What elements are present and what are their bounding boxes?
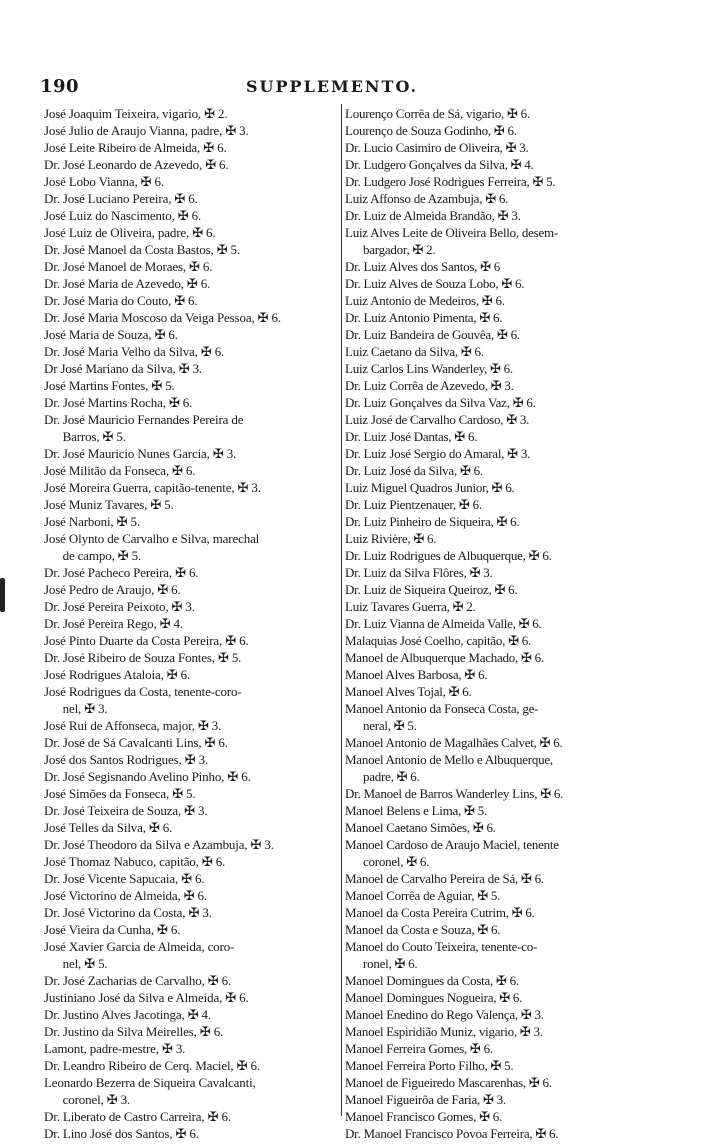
- register-entry: Dr. Luiz de Siqueira Queiroz, ✠ 6.: [345, 582, 518, 597]
- register-entry: Dr. José Manoel da Costa Bastos, ✠ 5.: [44, 242, 240, 257]
- register-entry: Dr. Luiz da Silva Flôres, ✠ 3.: [345, 565, 493, 580]
- register-entry: Luiz Carlos Lins Wanderley, ✠ 6.: [345, 361, 513, 376]
- register-entry: Manoel Enedino do Rego Valença, ✠ 3.: [345, 1007, 544, 1022]
- register-entry: Dr. Luiz José da Silva, ✠ 6.: [345, 463, 483, 478]
- register-entry: Dr. Luiz José Sergio do Amaral, ✠ 3.: [345, 446, 531, 461]
- register-entry: coronel, ✠ 3.: [44, 1092, 131, 1107]
- register-entry: Luiz Alves Leite de Oliveira Bello, desem-: [345, 225, 558, 240]
- register-entry: Dr. Luiz Pientzenauer, ✠ 6.: [345, 497, 482, 512]
- register-entry: Luiz José de Carvalho Cardoso, ✠ 3.: [345, 412, 530, 427]
- register-entry: José Vieira da Cunha, ✠ 6.: [44, 922, 181, 937]
- page-number: 190: [40, 76, 80, 97]
- register-entry: José Pinto Duarte da Costa Pereira, ✠ 6.: [44, 633, 249, 648]
- register-entry: Dr. José Luciano Pereira, ✠ 6.: [44, 191, 198, 206]
- register-entry: José Luiz do Nascimento, ✠ 6.: [44, 208, 202, 223]
- register-entry: Malaquias José Coelho, capitão, ✠ 6.: [345, 633, 532, 648]
- register-entry: padre, ✠ 6.: [345, 769, 420, 784]
- register-entry: Dr. Manoel Francisco Povoa Ferreira, ✠ 6.: [345, 1126, 559, 1141]
- left-column: [44, 105, 339, 1142]
- register-entry: Dr. José de Sá Cavalcanti Lins, ✠ 6.: [44, 735, 228, 750]
- register-entry: Dr. José Maria Moscoso da Veiga Pessoa, ✠ 6.: [44, 310, 281, 325]
- register-entry: José Rodrigues da Costa, tenente-coro-: [44, 684, 242, 699]
- register-entry: Manoel Ferreira Gomes, ✠ 6.: [345, 1041, 493, 1056]
- register-entry: Dr. Manoel de Barros Wanderley Lins, ✠ 6.: [345, 786, 564, 801]
- register-entry: Leonardo Bezerra de Siqueira Cavalcanti,: [44, 1075, 256, 1090]
- register-entry: neral, ✠ 5.: [345, 718, 417, 733]
- register-entry: Dr. Luiz Alves de Souza Lobo, ✠ 6.: [345, 276, 525, 291]
- register-entry: Dr. José Teixeira de Souza, ✠ 3.: [44, 803, 208, 818]
- register-entry: Dr. José Mauricio Nunes Garcia, ✠ 3.: [44, 446, 237, 461]
- register-entry: Dr. Luiz Antonio Pimenta, ✠ 6.: [345, 310, 503, 325]
- register-entry: Dr. Lucio Casimiro de Oliveira, ✠ 3.: [345, 140, 529, 155]
- register-entry: Luiz Antonio de Medeiros, ✠ 6.: [345, 293, 505, 308]
- register-entry: Dr. José Zacharias de Carvalho, ✠ 6.: [44, 973, 232, 988]
- register-entry: Dr. Ludgero José Rodrigues Ferreira, ✠ 5.: [345, 174, 556, 189]
- register-entry: Dr. Luiz Bandeira de Gouvêa, ✠ 6.: [345, 327, 520, 342]
- register-entry: Justiniano José da Silva e Almeida, ✠ 6.: [44, 990, 249, 1005]
- register-entry: José Rodrigues Ataloia, ✠ 6.: [44, 667, 191, 682]
- register-entry: Dr. Justino Alves Jacotinga, ✠ 4.: [44, 1007, 211, 1022]
- register-entry: Lamont, padre-mestre, ✠ 3.: [44, 1041, 186, 1056]
- register-entry: José Maria de Souza, ✠ 6.: [44, 327, 178, 342]
- register-entry: Manoel da Costa e Souza, ✠ 6.: [345, 922, 501, 937]
- register-entry: Luiz Tavares Guerra, ✠ 2.: [345, 599, 476, 614]
- register-entry: Luiz Rivière, ✠ 6.: [345, 531, 437, 546]
- register-entry: Dr. José Mauricio Fernandes Pereira de: [44, 412, 244, 427]
- register-entry: Dr. José Manoel de Moraes, ✠ 6.: [44, 259, 213, 274]
- register-entry: Manoel Antonio da Fonseca Costa, ge-: [345, 701, 539, 716]
- right-column: [345, 105, 635, 1142]
- register-entry: Manoel Francisco Gomes, ✠ 6.: [345, 1109, 502, 1124]
- register-entry: Dr. José Maria Velho da Silva, ✠ 6.: [44, 344, 225, 359]
- register-entry: José Narboni, ✠ 5.: [44, 514, 140, 529]
- register-entry: Manoel Domingues da Costa, ✠ 6.: [345, 973, 519, 988]
- register-entry: José Luiz de Oliveira, padre, ✠ 6.: [44, 225, 216, 240]
- register-entry: Dr. Liberato de Castro Carreira, ✠ 6.: [44, 1109, 231, 1124]
- register-entry: José Rui de Affonseca, major, ✠ 3.: [44, 718, 222, 733]
- page-header: [40, 76, 640, 100]
- register-entry: Manoel Alves Tojal, ✠ 6.: [345, 684, 472, 699]
- register-entry: Dr. Lino José dos Santos, ✠ 6.: [44, 1126, 199, 1141]
- register-entry: Lourenço de Souza Godinho, ✠ 6.: [345, 123, 517, 138]
- register-entry: Lourenço Corrêa de Sá, vigario, ✠ 6.: [345, 106, 530, 121]
- register-entry: José dos Santos Rodrigues, ✠ 3.: [44, 752, 209, 767]
- register-entry: Luiz Miguel Quadros Junior, ✠ 6.: [345, 480, 515, 495]
- register-entry: Dr. Luiz Corrêa de Azevedo, ✠ 3.: [345, 378, 514, 393]
- register-entry: Dr. José Theodoro da Silva e Azambuja, ✠ 3.: [44, 837, 274, 852]
- register-entry: José Pedro de Araujo, ✠ 6.: [44, 582, 181, 597]
- register-entry: nel, ✠ 5.: [44, 956, 108, 971]
- register-entry: José Militão da Fonseca, ✠ 6.: [44, 463, 196, 478]
- column-divider: [341, 104, 342, 1116]
- register-entry: Dr. Leandro Ribeiro de Cerq. Maciel, ✠ 6.: [44, 1058, 260, 1073]
- register-entry: José Lobo Vianna, ✠ 6.: [44, 174, 164, 189]
- register-entry: de campo, ✠ 5.: [44, 548, 142, 563]
- register-entry: Manoel Cardoso de Araujo Maciel, tenente: [345, 837, 559, 852]
- register-entry: Dr. Ludgero Gonçalves da Silva, ✠ 4.: [345, 157, 534, 172]
- binding-margin-mark: [0, 578, 5, 612]
- register-entry: Dr. Luiz Rodrigues de Albuquerque, ✠ 6.: [345, 548, 552, 563]
- register-entry: José Muniz Tavares, ✠ 5.: [44, 497, 174, 512]
- register-entry: Dr. José Vicente Sapucaia, ✠ 6.: [44, 871, 205, 886]
- register-entry: Dr. José Maria de Azevedo, ✠ 6.: [44, 276, 211, 291]
- register-entry: José Xavier Garcia de Almeida, coro-: [44, 939, 235, 954]
- register-entry: José Joaquim Teixeira, vigario, ✠ 2.: [44, 106, 228, 121]
- register-entry: coronel, ✠ 6.: [345, 854, 430, 869]
- register-entry: ronel, ✠ 6.: [345, 956, 418, 971]
- register-entry: Dr. Justino da Silva Meirelles, ✠ 6.: [44, 1024, 224, 1039]
- register-entry: Dr José Mariano da Silva, ✠ 3.: [44, 361, 203, 376]
- register-entry: Manoel Antonio de Magalhães Calvet, ✠ 6.: [345, 735, 563, 750]
- register-entry: Manoel Espiridião Muniz, vigario, ✠ 3.: [345, 1024, 543, 1039]
- register-entry: bargador, ✠ 2.: [345, 242, 436, 257]
- register-entry: Manoel de Figueiredo Mascarenhas, ✠ 6.: [345, 1075, 552, 1090]
- register-entry: Manoel Figueirôa de Faria, ✠ 3.: [345, 1092, 506, 1107]
- register-entry: José Telles da Silva, ✠ 6.: [44, 820, 173, 835]
- register-entry: Dr. José Pereira Peixoto, ✠ 3.: [44, 599, 195, 614]
- register-entry: Luiz Affonso de Azambuja, ✠ 6.: [345, 191, 509, 206]
- register-entry: José Leite Ribeiro de Almeida, ✠ 6.: [44, 140, 227, 155]
- register-entry: Dr. José Pereira Rego, ✠ 4.: [44, 616, 183, 631]
- register-entry: Manoel Alves Barbosa, ✠ 6.: [345, 667, 488, 682]
- register-entry: Manoel Caetano Simões, ✠ 6.: [345, 820, 496, 835]
- register-entry: José Simões da Fonseca, ✠ 5.: [44, 786, 196, 801]
- register-entry: Dr. José Martins Rocha, ✠ 6.: [44, 395, 193, 410]
- register-entry: Manoel de Carvalho Pereira de Sá, ✠ 6.: [345, 871, 544, 886]
- register-entry: Manoel do Couto Teixeira, tenente-co-: [345, 939, 538, 954]
- register-entry: Manoel Belens e Lima, ✠ 5.: [345, 803, 487, 818]
- register-entry: Dr. Luiz Alves dos Santos, ✠ 6: [345, 259, 501, 274]
- register-entry: Luiz Caetano da Silva, ✠ 6.: [345, 344, 484, 359]
- register-entry: Barros, ✠ 5.: [44, 429, 126, 444]
- register-entry: Manoel de Albuquerque Machado, ✠ 6.: [345, 650, 544, 665]
- register-entry: Dr. José Maria do Couto, ✠ 6.: [44, 293, 198, 308]
- register-entry: José Olynto de Carvalho e Silva, marechal: [44, 531, 260, 546]
- register-entry: nel, ✠ 3.: [44, 701, 108, 716]
- register-entry: Dr. Luiz Pinheiro de Siqueira, ✠ 6.: [345, 514, 520, 529]
- register-entry: Manoel Antonio de Mello e Albuquerque,: [345, 752, 553, 767]
- register-entry: José Julio de Araujo Vianna, padre, ✠ 3.: [44, 123, 249, 138]
- register-entry: Manoel Ferreira Porto Filho, ✠ 5.: [345, 1058, 514, 1073]
- register-entry: Dr. José Segisnando Avelino Pinho, ✠ 6.: [44, 769, 251, 784]
- register-entry: José Thomaz Nabuco, capitão, ✠ 6.: [44, 854, 226, 869]
- register-entry: José Martins Fontes, ✠ 5.: [44, 378, 175, 393]
- register-entry: Dr. Luiz Gonçalves da Silva Vaz, ✠ 6.: [345, 395, 536, 410]
- register-entry: Manoel da Costa Pereira Cutrim, ✠ 6.: [345, 905, 535, 920]
- register-entry: Dr. José Pacheco Pereira, ✠ 6.: [44, 565, 199, 580]
- register-entry: José Moreira Guerra, capitão-tenente, ✠ 3.: [44, 480, 261, 495]
- register-entry: Dr. José Leonardo de Azevedo, ✠ 6.: [44, 157, 229, 172]
- register-entry: Dr. Luiz de Almeida Brandão, ✠ 3.: [345, 208, 521, 223]
- register-entry: Dr. José Ribeiro de Souza Fontes, ✠ 5.: [44, 650, 242, 665]
- running-title: SUPPLEMENTO.: [246, 77, 419, 96]
- register-entry: Dr. José Victorino da Costa, ✠ 3.: [44, 905, 212, 920]
- register-entry: José Victorino de Almeida, ✠ 6.: [44, 888, 208, 903]
- register-entry: Manoel Corrêa de Aguiar, ✠ 5.: [345, 888, 501, 903]
- register-entry: Dr. Luiz José Dantas, ✠ 6.: [345, 429, 478, 444]
- register-entry: Manoel Domingues Nogueira, ✠ 6.: [345, 990, 523, 1005]
- register-entry: Dr. Luiz Vianna de Almeida Valle, ✠ 6.: [345, 616, 542, 631]
